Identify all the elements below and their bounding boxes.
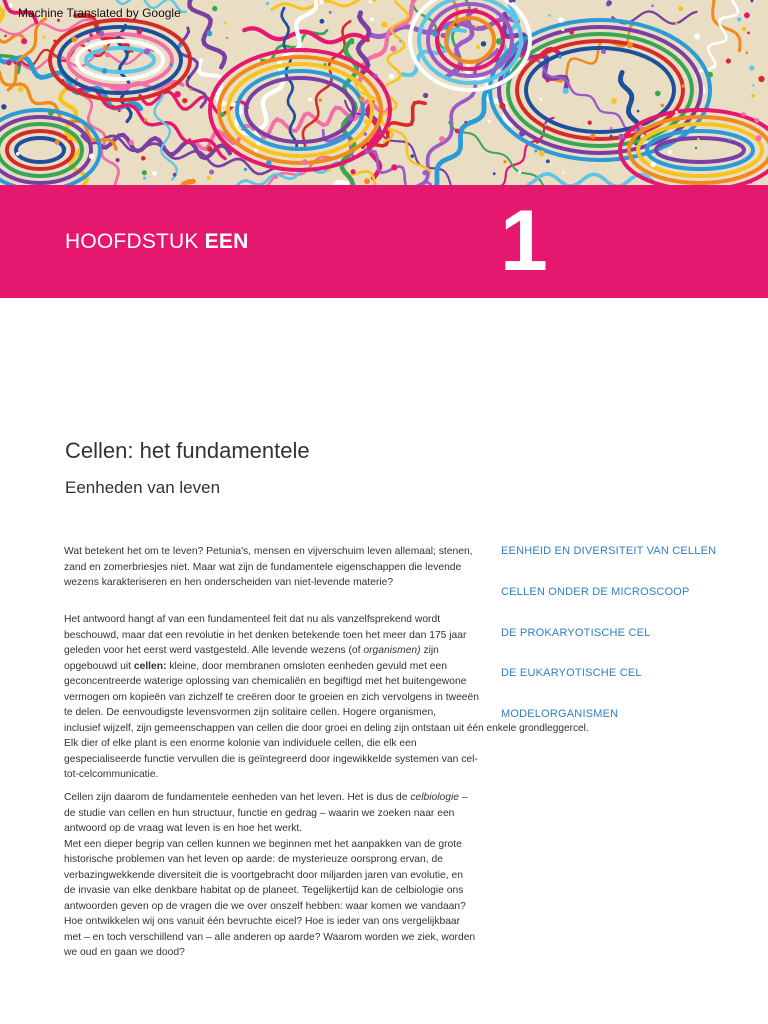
- pattern-dot: [6, 60, 11, 65]
- text-line: verbazingwekkende diversiteit die is voortgebracht door miljarden jaren van evolutie, en: [64, 869, 463, 881]
- pattern-dot: [137, 29, 143, 35]
- pattern-dot: [535, 150, 538, 153]
- pattern-dot: [422, 170, 427, 175]
- text-line: tot-celcommunicatie.: [64, 769, 159, 780]
- pattern-dot: [14, 61, 17, 64]
- cell-pattern-artwork: [0, 0, 768, 185]
- text-line: Elk dier of elke plant is een enorme kolonie van individuele cellen, die elk een: [64, 738, 417, 749]
- toc-item-eenheid-diversiteit[interactable]: EENHEID EN DIVERSITEIT VAN CELLEN: [501, 545, 717, 557]
- text-line: wezens karakteriseren en hen onderscheiden van niet-levende materie?: [64, 577, 394, 588]
- pattern-dot: [562, 171, 565, 174]
- pattern-dot: [499, 103, 505, 109]
- pattern-dot: [302, 159, 307, 164]
- pattern-dot: [440, 33, 445, 38]
- text-line: antwoorden geven op de vragen die we over onszelf hebben: waar komen we vandaan?: [64, 900, 466, 912]
- pattern-dot: [143, 177, 146, 180]
- pattern-dot: [558, 17, 563, 22]
- pattern-dot: [266, 160, 271, 165]
- pattern-dot: [17, 61, 22, 66]
- pattern-dot: [374, 53, 377, 56]
- toc-item-modelorganismen[interactable]: MODELORGANISMEN: [501, 708, 619, 720]
- text-line: historische problemen van het leven op aarde: de mysterieuze oorsprong ervan, de: [64, 854, 443, 865]
- pattern-dot: [464, 121, 467, 124]
- pattern-dot: [178, 44, 182, 48]
- pattern-dot: [105, 52, 110, 57]
- pattern-dot: [16, 152, 20, 156]
- pattern-dot: [681, 84, 685, 88]
- pattern-dot: [224, 22, 227, 25]
- pattern-dot: [189, 88, 192, 91]
- pattern-dot: [655, 91, 661, 97]
- pattern-dot: [187, 76, 191, 80]
- text-line: antwoord op de vraag wat leven is en hoe het werkt.: [64, 823, 303, 834]
- pattern-dot: [737, 17, 741, 21]
- pattern-dot: [493, 172, 496, 175]
- pattern-dot: [207, 176, 211, 180]
- pattern-dot: [707, 72, 713, 78]
- pattern-dot: [351, 169, 356, 174]
- pattern-dot: [754, 118, 759, 123]
- pattern-dot: [391, 164, 397, 170]
- pattern-dot: [53, 40, 56, 43]
- pattern-dot: [496, 38, 502, 44]
- intro-paragraph: [64, 544, 484, 591]
- text-line: Wat betekent het om te leven? Petunia's, mensen en vijverschuim leven allemaal; stenen,: [64, 546, 473, 557]
- pattern-dot: [18, 86, 24, 92]
- pattern-dot: [476, 45, 480, 49]
- pattern-dot: [561, 28, 564, 31]
- translation-watermark: Machine Translated by Google: [18, 6, 181, 20]
- pattern-dot: [43, 36, 46, 39]
- pattern-dot: [170, 63, 173, 66]
- pattern-dot: [173, 173, 177, 177]
- pattern-dot: [588, 121, 592, 125]
- pattern-dot: [481, 41, 486, 46]
- pattern-dot: [4, 35, 7, 38]
- pattern-dot: [364, 178, 370, 184]
- pattern-dot: [381, 22, 387, 28]
- pattern-dot: [369, 0, 372, 3]
- pattern-dot: [90, 55, 94, 59]
- pattern-dot: [668, 150, 672, 154]
- pattern-dot: [675, 23, 678, 26]
- pattern-dot: [601, 49, 606, 54]
- chapter-label-word: EEN: [204, 230, 249, 253]
- pattern-dot: [758, 76, 764, 82]
- text-line: we oud en gaan we dood?: [64, 947, 185, 958]
- text-line: met – en toch verschillend van – alle anderen op aarde? Waarom worden we ziek, worden: [64, 931, 476, 943]
- text-span: zijn: [420, 645, 439, 656]
- pattern-dot: [308, 98, 312, 102]
- text-span: opgebouwd uit: [64, 660, 134, 672]
- pattern-dot: [144, 48, 150, 54]
- pattern-dot: [544, 123, 547, 126]
- toc-item-prokaryotische-cel[interactable]: DE PROKARYOTISCHE CEL: [501, 627, 651, 639]
- pattern-dot: [749, 65, 754, 70]
- pattern-dot: [590, 134, 595, 139]
- pattern-dot: [627, 42, 633, 48]
- pattern-dot: [611, 98, 617, 104]
- pattern-dot: [439, 136, 445, 142]
- pattern-dot: [411, 154, 414, 157]
- pattern-dot: [726, 58, 731, 63]
- pattern-dot: [141, 156, 146, 161]
- pattern-dot: [661, 104, 665, 108]
- pattern-dot: [548, 14, 551, 17]
- pattern-dot: [152, 171, 157, 176]
- pattern-dot: [55, 140, 60, 145]
- pattern-dot: [546, 159, 550, 163]
- pattern-dot: [639, 125, 644, 130]
- pattern-dot: [118, 109, 121, 112]
- text-line: beschouwd, maar dat een revolutie in het denken betekende toen het meer dan 175 jaar: [64, 629, 467, 641]
- pattern-dot: [329, 11, 332, 14]
- pattern-dot: [744, 12, 750, 18]
- pattern-dot: [569, 29, 574, 34]
- pattern-dot: [303, 48, 308, 53]
- pattern-dot: [678, 6, 683, 11]
- pattern-dot: [749, 180, 752, 183]
- text-line: Hoe ontwikkelen wij ons vanuit één bevruchte eicel? Hoe is ieder van ons vergelijkbaar: [64, 916, 461, 927]
- pattern-dot: [129, 140, 134, 145]
- pattern-dot: [21, 38, 27, 44]
- pattern-dot: [266, 2, 269, 5]
- pattern-dot: [48, 110, 54, 116]
- pattern-dot: [675, 111, 678, 114]
- pattern-dot: [558, 55, 562, 59]
- pattern-dot: [328, 169, 331, 172]
- pattern-dot: [9, 3, 13, 7]
- cell-biology-paragraph: [64, 790, 484, 961]
- text-span: geleden voor het eerst werd vastgesteld. Alle levende wezens (of: [64, 645, 364, 656]
- pattern-dot: [488, 120, 491, 123]
- pattern-dot: [539, 150, 545, 156]
- pattern-dot: [359, 97, 364, 102]
- pattern-dot: [188, 138, 191, 141]
- text-line: [64, 790, 484, 806]
- chapter-label: [65, 230, 248, 254]
- pattern-dot: [144, 118, 147, 121]
- pattern-dot: [87, 39, 90, 42]
- text-line: geconcentreerde waterige oplossing van chemicaliën en begiftigd met het buitengewone: [64, 676, 467, 687]
- pattern-dot: [745, 51, 748, 54]
- pattern-dot: [637, 110, 640, 113]
- pattern-dot: [563, 88, 569, 94]
- text-line: de studie van cellen en hun structuur, functie en gedrag – waarin we zoeken naar een: [64, 807, 455, 819]
- pattern-dot: [182, 98, 187, 103]
- pattern-dot: [519, 131, 525, 137]
- pattern-dot: [373, 74, 377, 78]
- pattern-dot: [351, 41, 354, 44]
- text-line: Met een dieper begrip van cellen kunnen we beginnen met het aanpakken van de grote: [64, 838, 462, 850]
- pattern-dot: [142, 170, 147, 175]
- pattern-dot: [206, 31, 212, 37]
- pattern-dot: [752, 84, 754, 86]
- pattern-dot: [62, 147, 66, 151]
- pattern-dot: [454, 23, 457, 26]
- toc-item-microscoop[interactable]: CELLEN ONDER DE MICROSCOOP: [501, 586, 690, 598]
- chapter-label-prefix: HOOFDSTUK: [65, 230, 205, 253]
- term-organismen: organismen): [363, 645, 421, 656]
- pattern-dot: [347, 116, 353, 122]
- text-line: inclusief wijzelf, zijn gemeenschappen van cellen die door groei en deling zijn ontstaan uit één enkele grondleggercel.: [64, 722, 589, 734]
- pattern-dot: [207, 146, 213, 152]
- pattern-dot: [651, 5, 654, 8]
- pattern-dot: [324, 63, 327, 66]
- text-line: vermogen om kopieën van zichzelf te creëren door te groeien en zich vervolgens in tweeën: [64, 691, 479, 703]
- pattern-dot: [694, 33, 700, 39]
- pattern-dot: [728, 139, 731, 142]
- pattern-dot: [618, 134, 624, 140]
- pattern-dot: [110, 105, 115, 110]
- pattern-dot: [67, 135, 72, 140]
- pattern-dot: [220, 112, 225, 117]
- text-line: zand en zomerbriesjes niet. Maar wat zijn de fundamentele eigenschappen die levende: [64, 561, 462, 573]
- pattern-dot: [741, 112, 745, 116]
- pattern-dot: [370, 17, 374, 21]
- pattern-dot: [455, 129, 460, 134]
- pattern-dot: [116, 158, 120, 162]
- text-span: kleine, door membranen omsloten eenheden gevuld met een: [166, 660, 447, 672]
- pattern-dot: [610, 127, 613, 130]
- term-celbiologie: celbiologie: [410, 792, 459, 803]
- text-span: –: [459, 792, 468, 803]
- pattern-dot: [212, 6, 217, 11]
- pattern-dot: [743, 157, 745, 159]
- cover-illustration: [0, 0, 768, 185]
- pattern-dot: [444, 25, 448, 29]
- text-line: [64, 659, 484, 675]
- pattern-dot: [607, 0, 612, 5]
- pattern-dot: [364, 119, 368, 123]
- pattern-dot: [89, 154, 95, 160]
- pattern-dot: [535, 139, 539, 143]
- pattern-dot: [695, 147, 698, 150]
- pattern-dot: [432, 31, 438, 37]
- pattern-dot: [747, 32, 750, 35]
- pattern-dot: [226, 37, 228, 39]
- chapter-number: 1: [500, 193, 548, 289]
- pattern-dot: [364, 132, 367, 135]
- pattern-dot: [244, 168, 247, 171]
- pattern-dot: [756, 135, 762, 141]
- text-line: [64, 643, 484, 659]
- pattern-dot: [389, 74, 395, 80]
- pattern-dot: [1, 104, 6, 109]
- pattern-dot: [503, 160, 506, 163]
- pattern-dot: [610, 135, 613, 138]
- pattern-dot: [423, 93, 428, 98]
- chapter-title: Cellen: het fundamentele: [65, 438, 310, 463]
- pattern-dot: [697, 138, 700, 141]
- pattern-dot: [475, 25, 478, 28]
- pattern-dot: [518, 170, 521, 173]
- pattern-dot: [540, 98, 543, 101]
- pattern-dot: [390, 46, 396, 52]
- pattern-dot: [319, 99, 322, 102]
- text-span: Cellen zijn daarom de fundamentele eenheden van het leven. Het is dus de: [64, 792, 411, 803]
- pattern-dot: [102, 68, 108, 74]
- chapter-subtitle: Eenheden van leven: [65, 478, 221, 497]
- text-line: gespecialiseerde functie vervullen die is geïntegreerd door ingewikkelde systemen van cel-: [64, 753, 478, 765]
- text-line: de invasie van elke denkbare habitat op de planeet. Tegelijkertijd kan de celbiologie ons: [64, 885, 464, 896]
- text-line: Het antwoord hangt af van een fundamenteel feit dat nu als vanzelfsprekend wordt: [64, 614, 441, 625]
- pattern-dot: [103, 45, 108, 50]
- term-cellen: cellen:: [133, 660, 167, 672]
- pattern-dot: [209, 170, 214, 175]
- pattern-dot: [71, 37, 77, 43]
- text-line: te delen. De eenvoudigste levensvormen zijn solitaire cellen. Hogere organismen,: [64, 707, 437, 718]
- pattern-dot: [751, 94, 755, 98]
- pattern-dot: [399, 40, 402, 43]
- pattern-dot: [650, 162, 656, 168]
- pattern-dot: [365, 149, 370, 154]
- pattern-dot: [89, 33, 93, 37]
- pattern-dot: [174, 91, 180, 97]
- toc-item-eukaryotische-cel[interactable]: DE EUKARYOTISCHE CEL: [501, 667, 642, 679]
- pattern-dot: [546, 79, 549, 82]
- pattern-dot: [320, 19, 325, 24]
- pattern-dot: [742, 27, 747, 32]
- pattern-dot: [274, 175, 278, 179]
- pattern-dot: [99, 31, 105, 37]
